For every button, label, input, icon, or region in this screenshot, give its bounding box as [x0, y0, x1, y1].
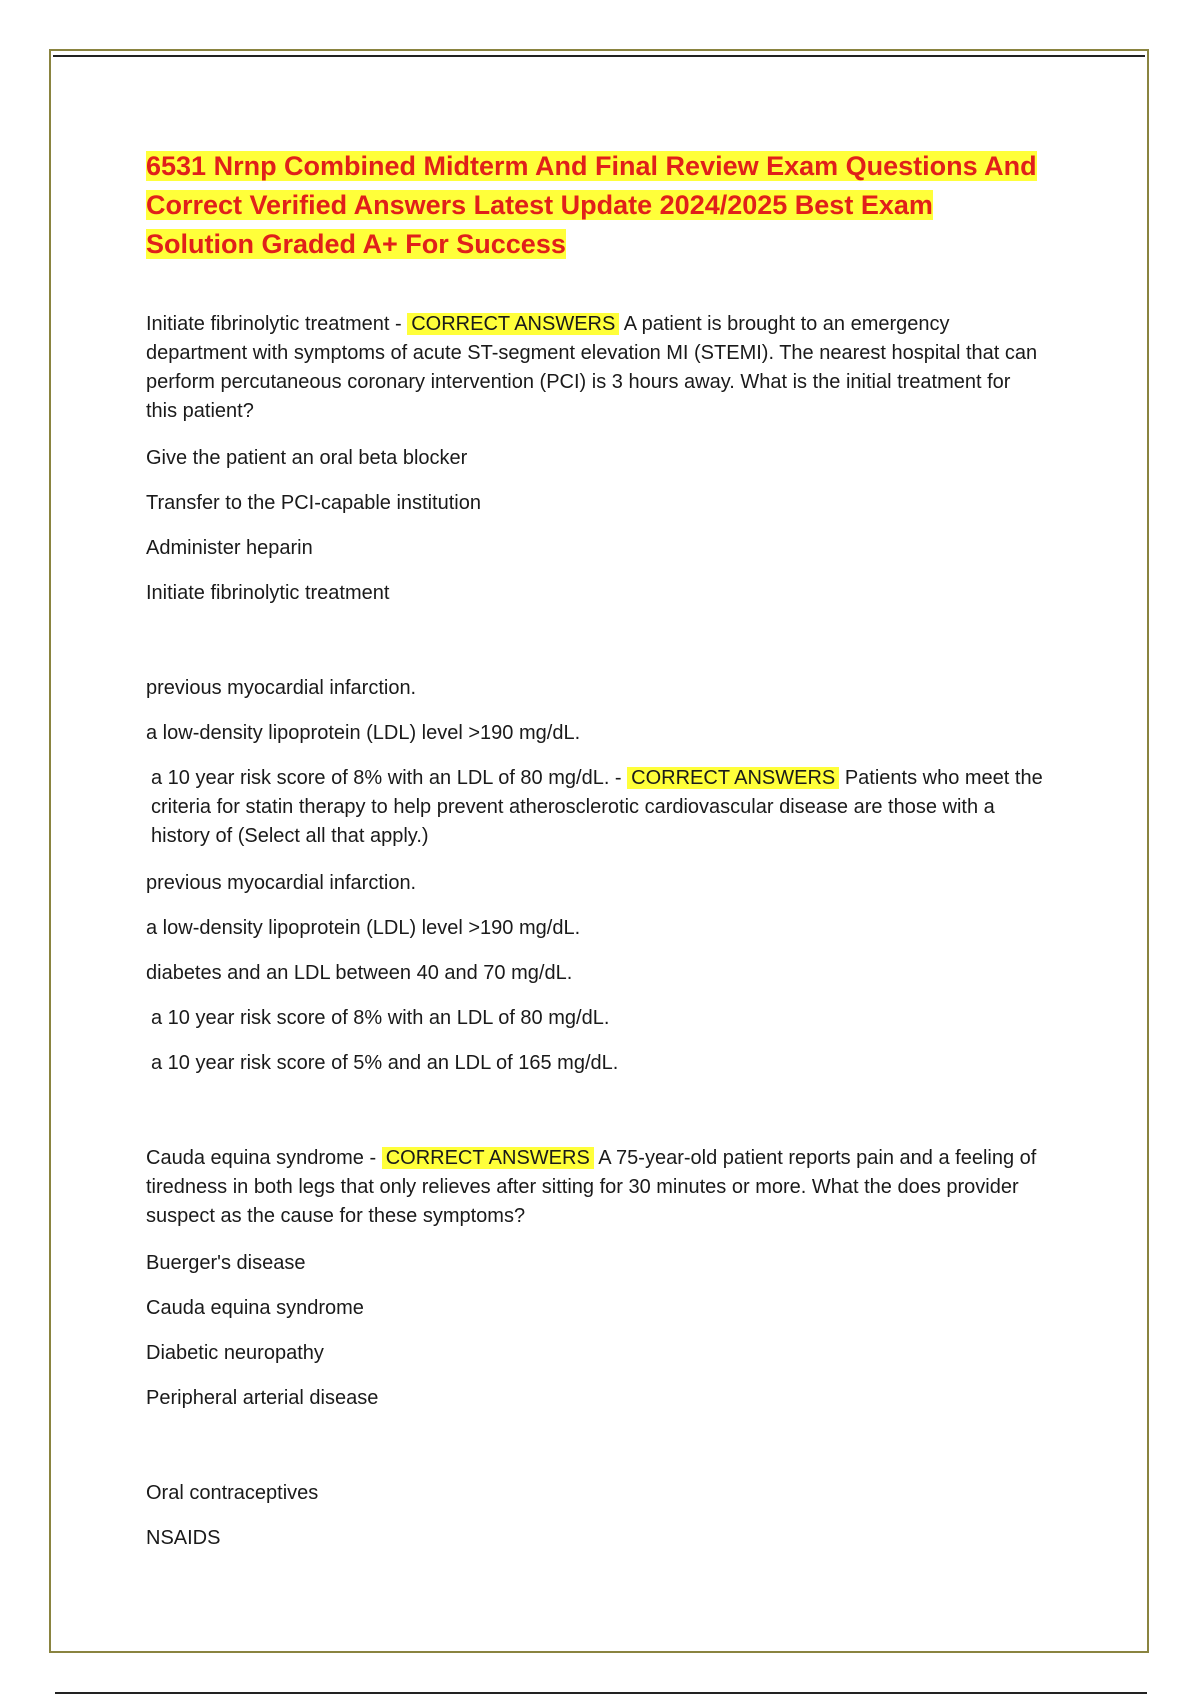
question-3 — [146, 1144, 1046, 1413]
question-3-option: Diabetic neuropathy — [146, 1342, 324, 1364]
question-2-text: a 10 year risk score of 8% with an LDL of 80 mg/dL. - CORRECT ANSWERS Patients who meet the criteria for statin therapy to help prevent atherosclerotic cardiovascular disease are those with a history of (Select all that apply.) — [151, 767, 1043, 847]
question-2-answer-line: previous myocardial infarction. — [146, 677, 417, 699]
top-rule — [53, 55, 1145, 57]
document-title: 6531 Nrnp Combined Midterm And Final Review Exam Questions And Correct Verified Answers Latest Update 2024/2025 Best Exam Solution Graded A+ For Success — [146, 151, 1037, 259]
question-2-option: diabetes and an LDL between 40 and 70 mg/dL. — [146, 962, 573, 984]
question-3-option: Buerger's disease — [146, 1252, 306, 1274]
question-2-option: previous myocardial infarction. — [146, 872, 417, 894]
question-2-option: a 10 year risk score of 5% and an LDL of 165 mg/dL. — [151, 1052, 619, 1074]
spacer — [146, 1429, 1046, 1479]
correct-answers-marker: CORRECT ANSWERS — [627, 767, 839, 789]
question-4 — [146, 1479, 1046, 1553]
document-content — [146, 147, 1046, 1569]
correct-answers-marker: CORRECT ANSWERS — [407, 313, 619, 335]
question-1-option: Initiate fibrinolytic treatment — [146, 582, 390, 604]
correct-answers-marker: CORRECT ANSWERS — [382, 1147, 594, 1169]
spacer — [146, 624, 1046, 674]
question-4-line: Oral contraceptives — [146, 1482, 319, 1504]
bottom-rule — [55, 1692, 1147, 1694]
question-1-text: Initiate fibrinolytic treatment - CORRECT ANSWERS A patient is brought to an emergency department with symptoms of acute ST-segment elevation MI (STEMI). The nearest hospital that can perform percutaneous coronary intervention (PCI) is 3 hours away. What is the initial treatment for this patient? — [146, 313, 1038, 422]
question-1 — [146, 310, 1046, 608]
question-1-option: Transfer to the PCI-capable institution — [146, 492, 481, 514]
question-3-option: Peripheral arterial disease — [146, 1387, 379, 1409]
question-1-option: Administer heparin — [146, 537, 313, 559]
question-2-option: a low-density lipoprotein (LDL) level >190 mg/dL. — [146, 917, 581, 939]
question-2-option: a 10 year risk score of 8% with an LDL of 80 mg/dL. — [151, 1007, 610, 1029]
question-3-option: Cauda equina syndrome — [146, 1297, 364, 1319]
question-2 — [146, 674, 1046, 1078]
question-3-text: Cauda equina syndrome - CORRECT ANSWERS A 75-year-old patient reports pain and a feeling of tiredness in both legs that only relieves after sitting for 30 minutes or more. What the does provider suspect as the cause for these symptoms? — [146, 1147, 1037, 1227]
spacer — [146, 1094, 1046, 1144]
question-1-option: Give the patient an oral beta blocker — [146, 447, 468, 469]
question-4-line: NSAIDS — [146, 1527, 221, 1549]
question-2-answer-line: a low-density lipoprotein (LDL) level >190 mg/dL. — [146, 722, 581, 744]
